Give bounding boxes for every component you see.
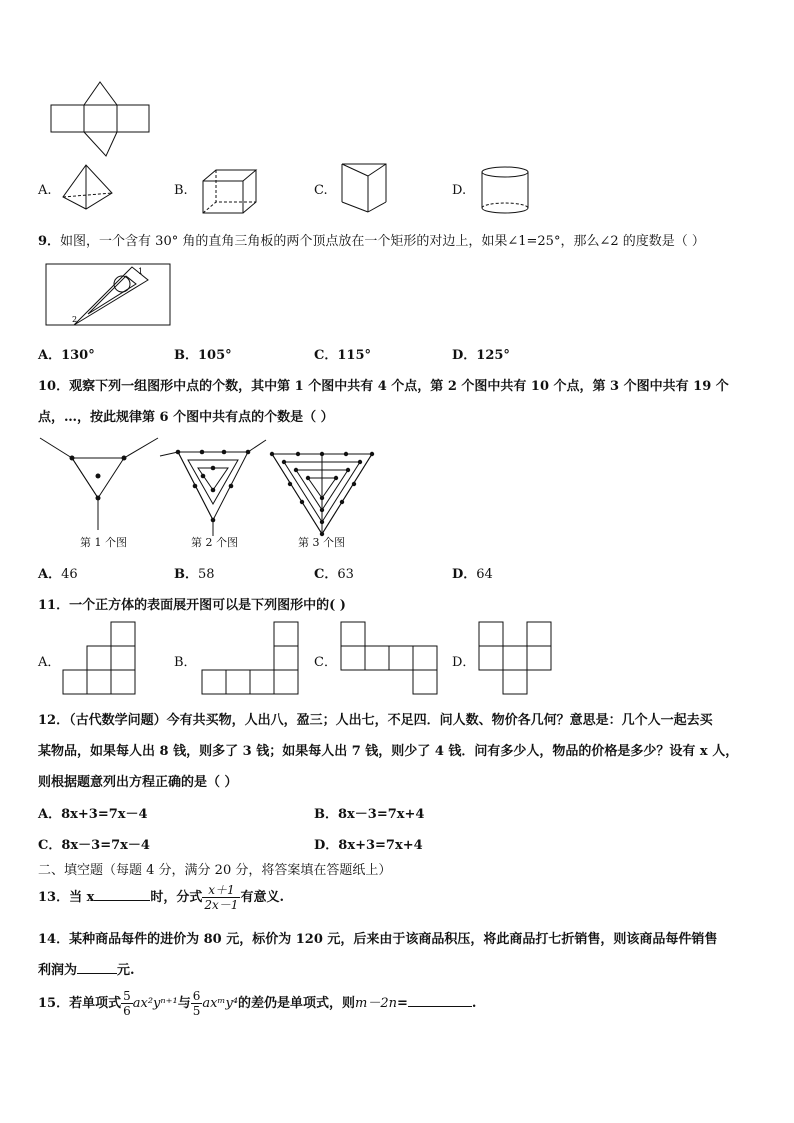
q10-caption-3: 第 3 个图 [298, 536, 345, 549]
q14-line2-pre: 利润为 [38, 963, 78, 978]
q9-fig-label-1: 1 [138, 267, 144, 276]
q10-number: 10． [38, 379, 70, 394]
q14-answer-blank[interactable] [77, 961, 117, 974]
q12-stem-line3 [38, 771, 238, 790]
q9-option-b-letter: B． [174, 348, 198, 363]
q12-option-d-text: 8x+3=7x+4 [338, 838, 423, 853]
q15-term1: ax²yⁿ⁺¹ [132, 996, 178, 1011]
q10-option-b[interactable] [174, 563, 215, 582]
q15-answer-blank[interactable] [408, 994, 472, 1007]
q10-line2: 点，…，按此规律第 6 个图中共有点的个数是（ ） [38, 410, 334, 425]
q15-pre: 若单项式 [69, 996, 122, 1011]
q11-option-c-letter[interactable]: C． [314, 655, 337, 670]
q14-number: 14． [38, 932, 70, 947]
q10-option-c-text: 63 [337, 567, 354, 582]
q8-option-b-letter[interactable]: B. [174, 183, 188, 198]
q12-stem-line1 [38, 709, 713, 728]
q11-option-a-net [62, 621, 138, 695]
q10-option-b-letter: B． [174, 567, 198, 582]
q13-fraction [202, 883, 240, 912]
q9-option-c-letter: C． [314, 348, 338, 363]
q13-post: 有意义. [240, 890, 284, 905]
q12-number: 12． [38, 713, 70, 728]
q10-stem-line1 [38, 375, 729, 394]
q10-figure-3 [268, 450, 378, 540]
q9-option-c-text: 115° [337, 348, 371, 363]
q12-option-b-letter: B． [314, 807, 338, 822]
q10-figure-2 [158, 438, 268, 536]
q9-option-a-letter: A． [38, 348, 62, 363]
tetrahedron-icon [60, 163, 116, 211]
q8-option-c-letter[interactable]: C. [314, 183, 328, 198]
q15-fraction-1 [121, 989, 133, 1018]
cube-icon [200, 167, 260, 215]
q9-fig-label-2: 2 [72, 315, 78, 324]
q10-option-a[interactable] [38, 563, 78, 582]
section-2-title: 二、填空题（每题 4 分，满分 20 分，将答案填在答题纸上） [38, 863, 392, 878]
q12-option-a-letter: A． [38, 807, 62, 822]
q8-option-d-letter[interactable]: D. [452, 183, 467, 198]
q12-option-c-letter: C． [38, 838, 62, 853]
q11-stem [38, 594, 346, 613]
q13-denominator: 2x－1 [204, 898, 239, 912]
q9-text: 如图，一个含有 30° 角的直角三角板的两个顶点放在一个矩形的对边上，如果∠1=25°，那么∠2 的度数是（ ） [60, 234, 705, 249]
q13-numerator: x＋1 [202, 883, 240, 898]
q11-text: 一个正方体的表面展开图可以是下列图形中的( ) [69, 598, 346, 613]
q15-fraction-2 [191, 989, 203, 1018]
q11-option-a-letter[interactable]: A． [38, 655, 61, 670]
q11-number: 11． [38, 598, 70, 613]
q12-line1: （古代数学问题）今有共买物，人出八，盈三；人出七，不足四．问人数、物价各几何？意思是：几个人一起去买 [69, 713, 713, 728]
q9-stem [38, 230, 705, 249]
q10-option-d-letter: D． [452, 567, 477, 582]
q10-caption-1: 第 1 个图 [80, 536, 127, 549]
q15-post: 的差仍是单项式，则 [238, 996, 356, 1011]
q15-f2-num: 6 [192, 989, 201, 1003]
q15-term2: axᵐy⁴ [202, 996, 239, 1011]
q12-option-a-text: 8x+3=7x－4 [61, 807, 148, 822]
q14-line2-post: 元. [117, 963, 135, 978]
q15-period: . [471, 996, 477, 1011]
q10-option-b-text: 58 [198, 567, 215, 582]
q10-option-d-text: 64 [476, 567, 493, 582]
q14-stem-line1 [38, 928, 717, 947]
q10-figure-1 [40, 434, 158, 530]
q10-stem-line2 [38, 406, 334, 425]
q12-option-a[interactable] [38, 803, 148, 822]
q11-option-d-net [478, 621, 554, 695]
q10-option-d[interactable] [452, 563, 493, 582]
q13-mid: 时，分式 [150, 890, 203, 905]
cylinder-icon [478, 164, 534, 216]
q10-option-c[interactable] [314, 563, 354, 582]
q12-option-c[interactable] [38, 834, 150, 853]
q10-option-c-letter: C． [314, 567, 338, 582]
q13-pre: 当 x [69, 890, 95, 905]
q14-line1: 某种商品每件的进价为 80 元，标价为 120 元，后来由于该商品积压，将此商品打七折销售，则该商品每件销售 [69, 932, 718, 947]
q10-caption-2: 第 2 个图 [191, 536, 238, 549]
q10-option-a-letter: A． [38, 567, 62, 582]
q10-line1: 观察下列一组图形中点的个数，其中第 1 个图中共有 4 个点，第 2 个图中共有 10 个点，第 3 个图中共有 19 个 [69, 379, 729, 394]
q11-option-b-net [200, 621, 302, 695]
q9-option-c[interactable] [314, 344, 371, 363]
q15-mid: 与 [177, 996, 191, 1011]
q15-eq: = [397, 996, 408, 1011]
q15-f1-num: 5 [123, 989, 131, 1003]
q9-option-d-letter: D． [452, 348, 477, 363]
q8-option-a-letter[interactable]: A. [38, 183, 52, 198]
q12-option-c-text: 8x－3=7x－4 [61, 838, 150, 853]
q11-option-d-letter[interactable]: D． [452, 655, 476, 670]
q13-answer-blank[interactable] [94, 888, 150, 901]
q10-option-a-text: 46 [61, 567, 78, 582]
q13-stem [38, 883, 284, 912]
q12-line2: 某物品，如果每人出 8 钱，则多了 3 钱；如果每人出 7 钱，则少了 4 钱．问有多少人，物品的价格是多少？设有 x 人， [38, 744, 739, 759]
q15-f1-den: 6 [123, 1004, 131, 1018]
q11-option-b-letter[interactable]: B． [174, 655, 197, 670]
q14-stem-line2 [38, 959, 135, 978]
q9-option-a-text: 130° [61, 348, 95, 363]
q15-number: 15． [38, 996, 70, 1011]
q15-expr: m－2n [355, 996, 398, 1011]
q9-option-b-text: 105° [198, 348, 232, 363]
q15-f2-den: 5 [192, 1004, 201, 1018]
q9-option-d-text: 125° [476, 348, 510, 363]
q12-option-b[interactable] [314, 803, 424, 822]
q12-option-b-text: 8x－3=7x+4 [338, 807, 425, 822]
q13-number: 13． [38, 890, 70, 905]
q12-line3: 则根据题意列出方程正确的是（ ） [38, 775, 238, 790]
triangular-prism-icon [338, 160, 390, 214]
q12-option-d[interactable] [314, 834, 423, 853]
q9-figure [44, 262, 172, 328]
q9-number: 9． [38, 234, 61, 249]
q11-option-c-net [340, 621, 442, 695]
q12-option-d-letter: D． [314, 838, 339, 853]
q15-stem [38, 989, 476, 1018]
q8-net-figure [48, 78, 158, 160]
q9-option-a[interactable] [38, 344, 95, 363]
q9-option-b[interactable] [174, 344, 232, 363]
q9-option-d[interactable] [452, 344, 510, 363]
q12-stem-line2 [38, 740, 738, 759]
